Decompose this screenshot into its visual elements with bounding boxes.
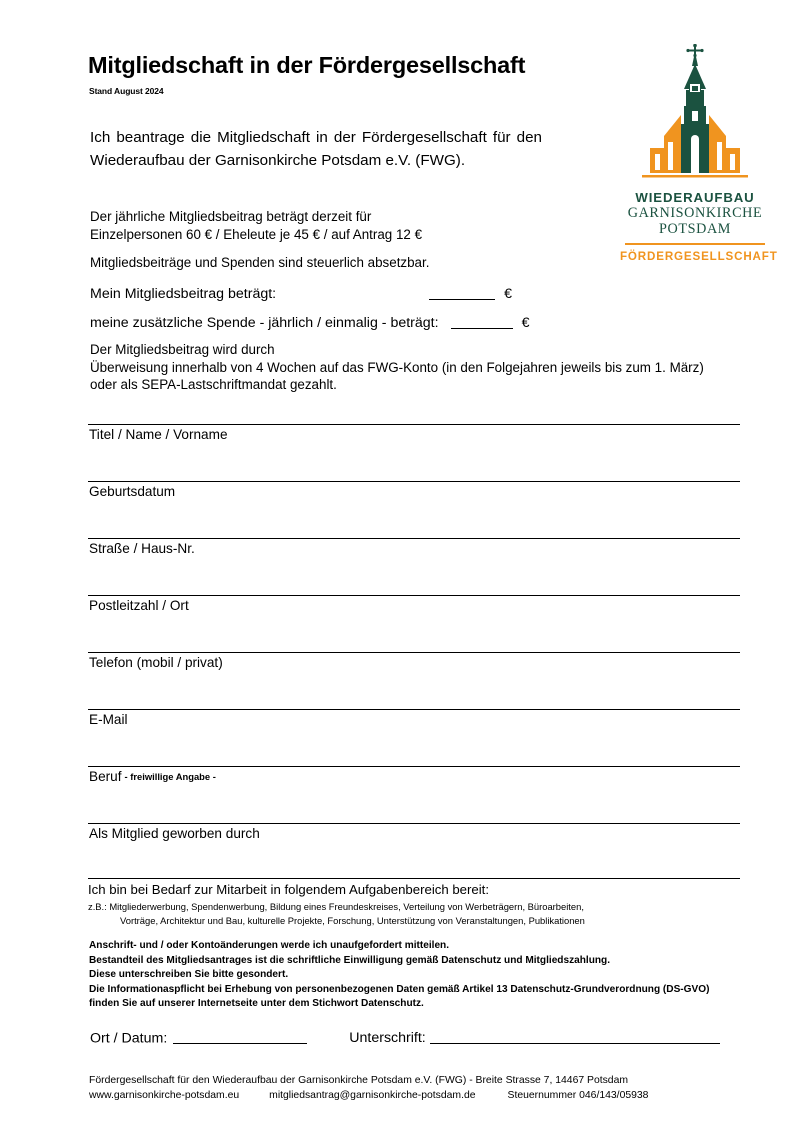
field-rule bbox=[88, 481, 740, 482]
signature-label: Unterschrift: bbox=[349, 1030, 426, 1047]
notice-line-3: Diese unterschreiben Sie bitte gesondert. bbox=[89, 969, 289, 981]
revision-date: Stand August 2024 bbox=[89, 86, 164, 96]
field-email[interactable] bbox=[88, 709, 740, 766]
volunteer-section bbox=[88, 878, 740, 926]
footer-tax-number: Steuernummer 046/143/05938 bbox=[507, 1090, 649, 1101]
field-rule bbox=[88, 709, 740, 710]
field-postleitzahl-ort[interactable] bbox=[88, 595, 740, 652]
payment-line-3: oder als SEPA-Lastschriftmandat gezahlt. bbox=[90, 377, 337, 393]
field-label: Straße / Haus-Nr. bbox=[89, 541, 195, 556]
legal-notice bbox=[89, 939, 709, 1012]
field-label: Postleitzahl / Ort bbox=[89, 598, 189, 613]
place-date-label: Ort / Datum: bbox=[90, 1030, 168, 1047]
notice-line-1: Anschrift- und / oder Kontoänderungen werde ich unaufgefordert mitteilen. bbox=[89, 940, 450, 951]
field-geburtsdatum[interactable] bbox=[88, 481, 740, 538]
place-date-input[interactable] bbox=[173, 1030, 307, 1044]
field-rule bbox=[88, 595, 740, 596]
field-rule bbox=[88, 424, 740, 425]
payment-line-1: Der Mitgliedsbeitrag wird durch bbox=[90, 342, 275, 357]
donation-currency: € bbox=[521, 315, 530, 331]
notice-line-2: Bestandteil des Mitgliedsantrages ist die schriftliche Einwilligung gemäß Datenschutz und Mitgliedszahlung. bbox=[89, 954, 611, 966]
logo-divider bbox=[625, 243, 765, 245]
footer-address: Fördergesellschaft für den Wiederaufbau der Garnisonkirche Potsdam e.V. (FWG) - Breite Strasse 7, 14467 Potsdam bbox=[89, 1075, 629, 1086]
field-label: Titel / Name / Vorname bbox=[89, 427, 228, 442]
field-label: Telefon (mobil / privat) bbox=[89, 655, 223, 670]
field-strasse-hausnr[interactable] bbox=[88, 538, 740, 595]
logo-line-potsdam: POTSDAM bbox=[659, 221, 731, 237]
footer-contact bbox=[89, 1088, 648, 1103]
logo-line-wiederaufbau: WIEDERAUFBAU bbox=[635, 190, 755, 205]
membership-fee-label: Mein Mitgliedsbeitrag beträgt: bbox=[90, 286, 277, 302]
field-rule bbox=[88, 823, 740, 824]
logo-line-garnisonkirche: GARNISONKIRCHE bbox=[627, 205, 763, 221]
signature-input[interactable] bbox=[430, 1030, 720, 1044]
notice-line-4: Die Informationaspflicht bei Erhebung von personenbezogenen Daten gemäß Artikel 13 Datenschutz-Grundverordnung (DS-GVO) bbox=[89, 983, 710, 995]
volunteer-rule bbox=[88, 878, 740, 879]
payment-line-2: Überweisung innerhalb von 4 Wochen auf das FWG-Konto (in den Folgejahren jeweils bis zum 1. März) bbox=[90, 359, 704, 375]
volunteer-examples-line-2: Vorträge, Architektur und Bau, kulturelle Projekte, Forschung, Unterstützung von Veranstaltungen, Publikationen bbox=[120, 915, 585, 926]
field-titel-name-vorname[interactable] bbox=[88, 424, 740, 481]
donation-input[interactable] bbox=[451, 315, 513, 329]
field-telefon[interactable] bbox=[88, 652, 740, 709]
field-beruf[interactable] bbox=[88, 766, 740, 823]
fee-line-1: Der jährliche Mitgliedsbeitrag beträgt derzeit für bbox=[90, 209, 372, 224]
field-label: E-Mail bbox=[89, 712, 128, 727]
field-label: Als Mitglied geworben durch bbox=[89, 826, 260, 841]
donation-row bbox=[90, 315, 529, 331]
logo-wordmark bbox=[620, 190, 778, 263]
fee-line-2: Einzelpersonen 60 € / Eheleute je 45 € / auf Antrag 12 € bbox=[90, 227, 423, 242]
field-label-note: - freiwillige Angabe - bbox=[124, 771, 216, 782]
personal-data-fields bbox=[88, 424, 740, 880]
membership-fee-input[interactable] bbox=[429, 286, 495, 300]
church-tower-icon bbox=[620, 44, 770, 192]
donation-label: meine zusätzliche Spende - jährlich / einmalig - beträgt: bbox=[90, 315, 439, 331]
field-label-text: Beruf bbox=[89, 769, 122, 784]
volunteer-heading: Ich bin bei Bedarf zur Mitarbeit in folgendem Aufgabenbereich bereit: bbox=[88, 882, 489, 897]
membership-fee-row bbox=[90, 286, 512, 302]
membership-fee-currency: € bbox=[504, 286, 512, 302]
logo-line-foerdergesellschaft: FÖRDERGESELLSCHAFT bbox=[620, 249, 778, 263]
footer-email[interactable]: mitgliedsantrag@garnisonkirche-potsdam.de bbox=[269, 1090, 476, 1101]
footer-website[interactable]: www.garnisonkirche-potsdam.eu bbox=[89, 1090, 240, 1101]
field-rule bbox=[88, 652, 740, 653]
tax-deductible-note: Mitgliedsbeiträge und Spenden sind steuerlich absetzbar. bbox=[90, 255, 430, 270]
fee-info bbox=[90, 208, 422, 244]
field-label bbox=[89, 769, 216, 784]
volunteer-examples-line-1: z.B.: Mitgliederwerbung, Spendenwerbung, Bildung eines Freundeskreises, Verteilung von Werbeträgern, Büroarbeiten, bbox=[88, 901, 584, 912]
signature-row bbox=[90, 1030, 720, 1046]
field-rule bbox=[88, 766, 740, 767]
field-label: Geburtsdatum bbox=[89, 484, 176, 499]
document-footer bbox=[89, 1073, 648, 1103]
field-geworben-durch[interactable] bbox=[88, 823, 740, 880]
notice-line-5: finden Sie auf unserer Internetseite unter dem Stichwort Datenschutz. bbox=[89, 998, 424, 1010]
field-rule bbox=[88, 538, 740, 539]
page-title: Mitgliedschaft in der Fördergesellschaft bbox=[88, 52, 526, 78]
application-statement: Ich beantrage die Mitgliedschaft in der Fördergesellschaft für den Wiederaufbau der Garnisonkirche Potsdam e.V. (FWG). bbox=[90, 129, 542, 169]
payment-info bbox=[90, 341, 704, 394]
organization-logo bbox=[620, 44, 778, 263]
